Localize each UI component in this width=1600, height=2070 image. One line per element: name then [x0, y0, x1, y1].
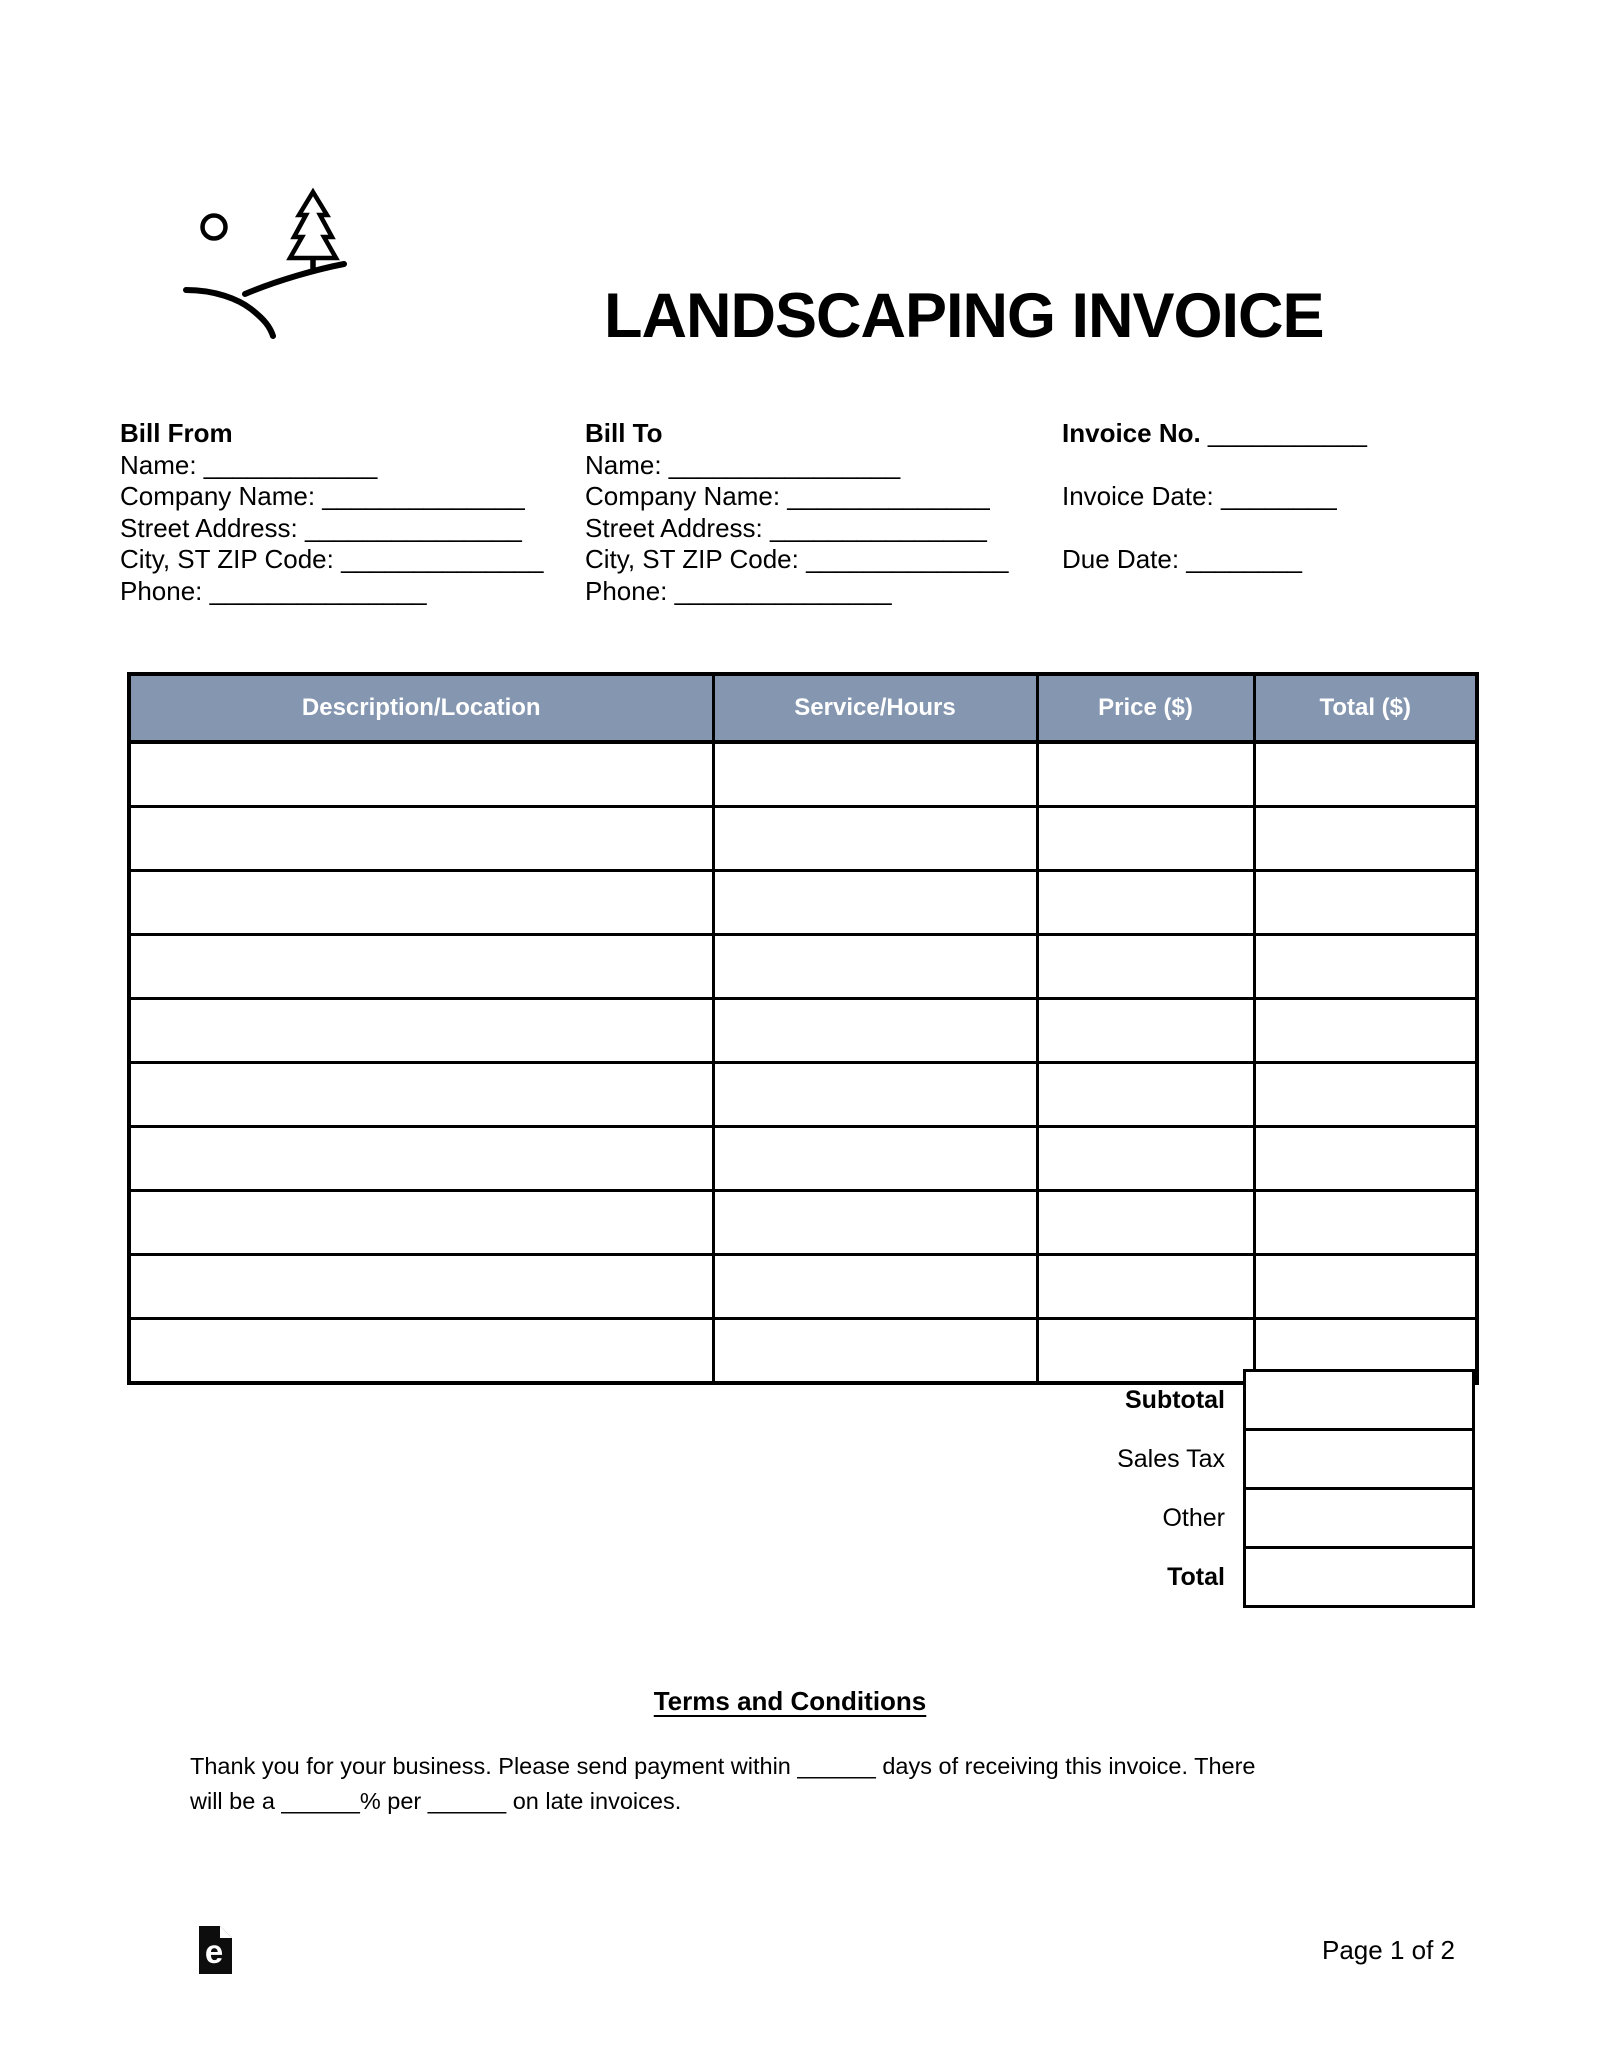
table-cell	[1037, 1255, 1254, 1319]
invoice-meta-section	[1062, 418, 1367, 607]
invoice-number-blank: ___________	[1200, 418, 1367, 448]
table-cell	[1037, 1127, 1254, 1191]
table-cell	[129, 871, 713, 935]
total-row	[127, 1546, 1475, 1608]
table-header-row	[129, 674, 1477, 742]
table-row	[129, 1255, 1477, 1319]
table-cell	[713, 807, 1037, 871]
terms-paragraph	[190, 1749, 1256, 1819]
other-value-box	[1243, 1487, 1475, 1549]
bill-to-heading: Bill To	[585, 418, 663, 448]
bill-to-company-line: Company Name: ______________	[585, 481, 990, 511]
table-cell	[713, 1191, 1037, 1255]
bill-from-city-line: City, ST ZIP Code: ______________	[120, 544, 544, 574]
table-row	[129, 999, 1477, 1063]
bill-to-name-line: Name: ________________	[585, 449, 901, 480]
sales-tax-row	[127, 1428, 1475, 1490]
table-cell	[1037, 1191, 1254, 1255]
table-cell	[1254, 871, 1477, 935]
table-cell	[713, 871, 1037, 935]
table-cell	[129, 807, 713, 871]
table-row	[129, 807, 1477, 871]
table-row	[129, 1191, 1477, 1255]
table-cell	[1037, 1063, 1254, 1127]
table-row	[129, 742, 1477, 807]
table-cell	[129, 999, 713, 1063]
invoice-table-body	[129, 742, 1477, 1383]
subtotal-row	[127, 1369, 1475, 1431]
table-cell	[129, 935, 713, 999]
table-cell	[1254, 742, 1477, 807]
total-label: Total	[1167, 1563, 1225, 1591]
table-cell	[129, 1255, 713, 1319]
table-cell	[1254, 1255, 1477, 1319]
column-header-service: Service/Hours	[713, 674, 1037, 742]
table-cell	[1037, 807, 1254, 871]
bill-to-section	[585, 418, 1009, 607]
bill-from-company-line: Company Name: ______________	[120, 481, 525, 511]
bill-from-section	[120, 418, 544, 607]
bill-to-city-line: City, ST ZIP Code: ______________	[585, 544, 1009, 574]
table-cell	[1037, 871, 1254, 935]
table-cell	[1254, 1191, 1477, 1255]
table-cell	[713, 935, 1037, 999]
invoice-items-table	[127, 672, 1479, 1385]
other-label: Other	[1162, 1504, 1225, 1532]
terms-line-2: will be a ______% per ______ on late invoices.	[190, 1788, 682, 1814]
table-cell	[129, 1127, 713, 1191]
column-header-total: Total ($)	[1254, 674, 1477, 742]
landscape-logo-icon	[170, 180, 360, 380]
table-row	[129, 871, 1477, 935]
subtotal-label: Subtotal	[1125, 1386, 1225, 1414]
table-cell	[713, 999, 1037, 1063]
table-cell	[1254, 999, 1477, 1063]
invoice-number-line	[1062, 418, 1367, 481]
table-row	[129, 1063, 1477, 1127]
table-cell	[1254, 1063, 1477, 1127]
bill-from-name-line: Name: ____________	[120, 449, 378, 480]
eforms-logo-icon	[197, 1925, 234, 1975]
table-cell	[1254, 807, 1477, 871]
due-date-line: Due Date: ________	[1062, 544, 1302, 574]
bill-from-street-line: Street Address: _______________	[120, 512, 522, 543]
table-cell	[1037, 742, 1254, 807]
table-cell	[713, 742, 1037, 807]
table-cell	[1037, 999, 1254, 1063]
table-cell	[129, 742, 713, 807]
page-number: Page 1 of 2	[1322, 1935, 1455, 1965]
table-cell	[713, 1127, 1037, 1191]
terms-heading: Terms and Conditions	[653, 1686, 927, 1716]
column-header-description: Description/Location	[129, 674, 713, 742]
subtotal-value-box	[1243, 1369, 1475, 1431]
totals-summary	[127, 1369, 1475, 1608]
bill-to-phone-line: Phone: _______________	[585, 575, 892, 606]
invoice-date-line: Invoice Date: ________	[1062, 481, 1337, 511]
invoice-number-label: Invoice No.	[1062, 418, 1201, 448]
sales-tax-value-box	[1243, 1428, 1475, 1490]
bill-from-heading: Bill From	[120, 418, 233, 448]
table-cell	[1254, 1127, 1477, 1191]
table-row	[129, 935, 1477, 999]
total-value-box	[1243, 1546, 1475, 1608]
table-cell	[129, 1191, 713, 1255]
table-cell	[1037, 935, 1254, 999]
terms-line-1: Thank you for your business. Please send payment within ______ days of receiving this invoice. There	[190, 1753, 1256, 1779]
table-row	[129, 1127, 1477, 1191]
bill-from-phone-line: Phone: _______________	[120, 575, 427, 606]
bill-to-street-line: Street Address: _______________	[585, 512, 987, 543]
table-cell	[713, 1255, 1037, 1319]
other-row	[127, 1487, 1475, 1549]
page-title: LANDSCAPING INVOICE	[604, 281, 1324, 351]
column-header-price: Price ($)	[1037, 674, 1254, 742]
sales-tax-label: Sales Tax	[1117, 1445, 1225, 1473]
table-cell	[129, 1063, 713, 1127]
svg-text:e: e	[204, 1933, 224, 1970]
table-cell	[713, 1063, 1037, 1127]
table-cell	[1254, 935, 1477, 999]
